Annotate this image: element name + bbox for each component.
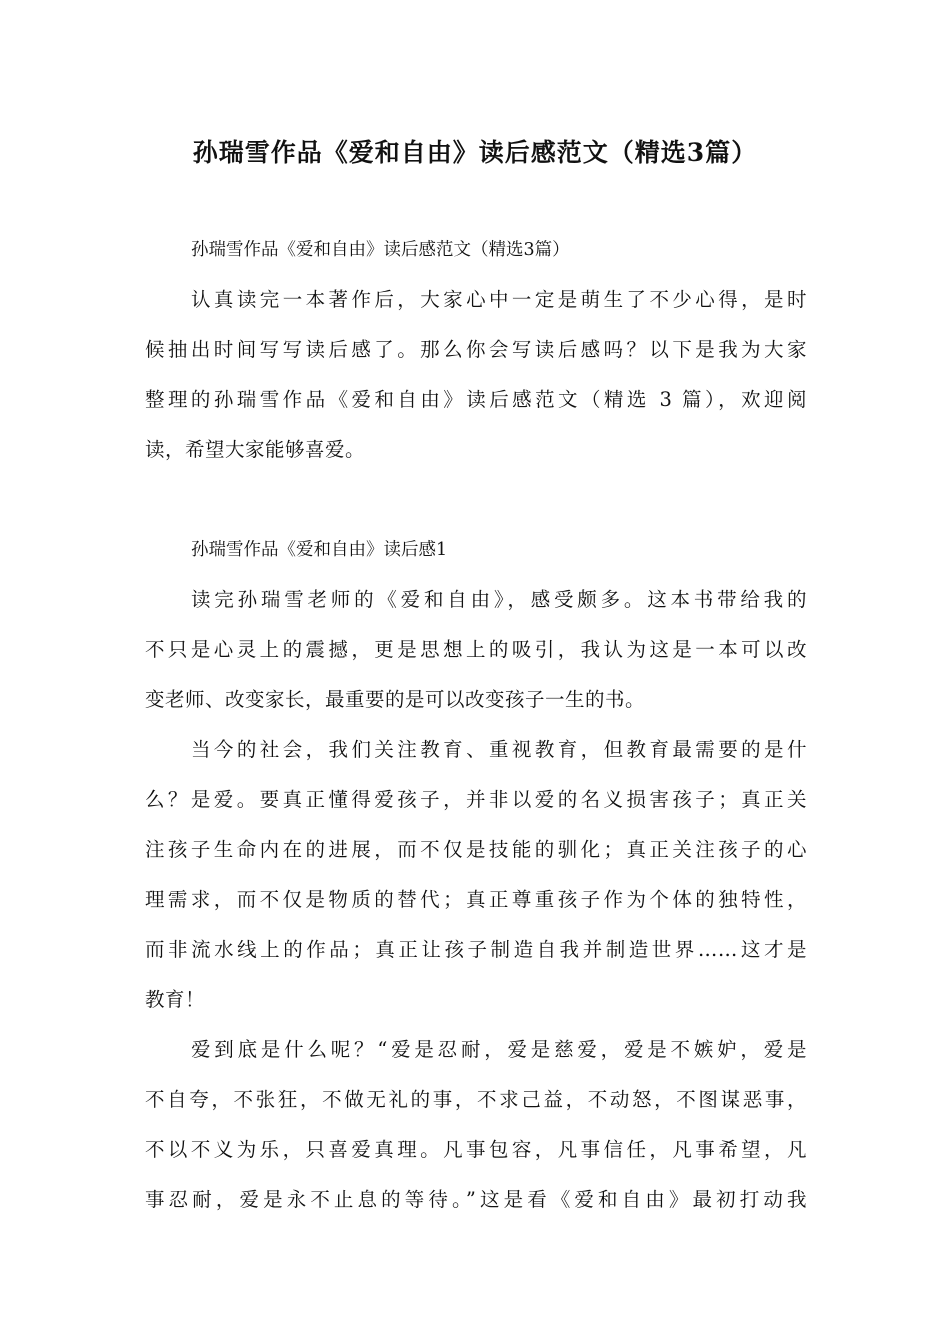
intro-line: 候抽出时间写写读后感了。那么你会写读后感吗？以下是我为大家: [145, 338, 807, 361]
intro-block: [145, 225, 807, 475]
intro-line: 认真读完一本著作后，大家心中一定是萌生了不少心得，是时: [191, 288, 807, 311]
paragraph-line: 变老师、改变家长，最重要的是可以改变孩子一生的书。: [145, 688, 646, 711]
paragraph-line: 当今的社会，我们关注教育、重视教育，但教育最需要的是什: [191, 738, 807, 761]
paragraph-line: 不以不义为乐，只喜爱真理。凡事包容，凡事信任，凡事希望，凡: [145, 1138, 807, 1161]
paragraph-line: 么？是爱。要真正懂得爱孩子，并非以爱的名义损害孩子；真正关: [145, 788, 807, 811]
intro-line: 读，希望大家能够喜爱。: [145, 438, 366, 461]
document-title: 孙瑞雪作品《爱和自由》读后感范文（精选3篇）: [192, 138, 758, 167]
section-1-heading: 孙瑞雪作品《爱和自由》读后感1: [191, 540, 448, 560]
paragraph-line: 理需求，而不仅是物质的替代；真正尊重孩子作为个体的独特性，: [145, 888, 807, 911]
paragraph-line: 事忍耐，爱是永不止息的等待。”这是看《爱和自由》最初打动我: [145, 1188, 807, 1211]
intro-line: 整理的孙瑞雪作品《爱和自由》读后感范文（精选 3 篇），欢迎阅: [145, 388, 807, 411]
paragraph-line: 不自夸，不张狂，不做无礼的事，不求己益，不动怒，不图谋恶事，: [145, 1088, 807, 1111]
paragraph-line: 爱到底是什么呢？“爱是忍耐，爱是慈爱，爱是不嫉妒，爱是: [191, 1038, 807, 1061]
paragraph-line: 而非流水线上的作品；真正让孩子制造自我并制造世界……这才是: [145, 938, 807, 961]
paragraph-line: 注孩子生命内在的进展，而不仅是技能的驯化；真正关注孩子的心: [145, 838, 807, 861]
paragraph-line: 教育！: [145, 988, 206, 1011]
section-1-block: [145, 525, 807, 1225]
paragraph-line: 不只是心灵上的震撼，更是思想上的吸引，我认为这是一本可以改: [145, 638, 807, 661]
intro-heading: 孙瑞雪作品《爱和自由》读后感范文（精选3篇）: [191, 240, 570, 260]
paragraph-line: 读完孙瑞雪老师的《爱和自由》，感受颇多。这本书带给我的: [191, 588, 807, 611]
